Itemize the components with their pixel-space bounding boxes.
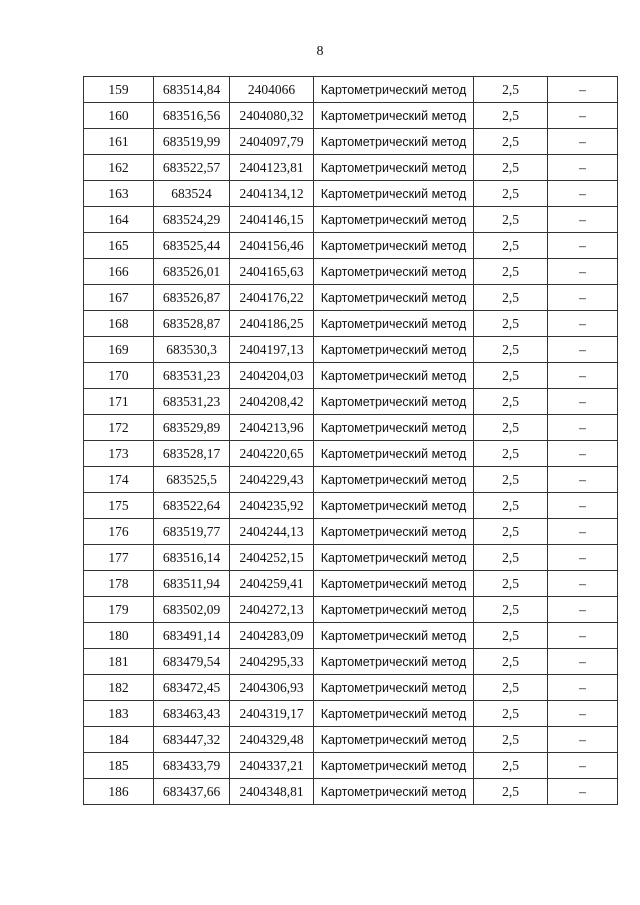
- point-number-cell: 177: [84, 545, 154, 571]
- y-coordinate-cell: 2404319,17: [230, 701, 314, 727]
- note-cell: –: [548, 467, 618, 493]
- point-number-cell: 171: [84, 389, 154, 415]
- accuracy-cell: 2,5: [474, 727, 548, 753]
- x-coordinate-cell: 683463,43: [154, 701, 230, 727]
- table-row: [84, 441, 618, 467]
- method-cell: Картометрический метод: [314, 675, 474, 701]
- y-coordinate-cell: 2404244,13: [230, 519, 314, 545]
- x-coordinate-cell: 683526,87: [154, 285, 230, 311]
- accuracy-cell: 2,5: [474, 415, 548, 441]
- table-row: [84, 571, 618, 597]
- point-number-cell: 163: [84, 181, 154, 207]
- point-number-cell: 174: [84, 467, 154, 493]
- y-coordinate-cell: 2404156,46: [230, 233, 314, 259]
- table-row: [84, 103, 618, 129]
- point-number-cell: 185: [84, 753, 154, 779]
- note-cell: –: [548, 545, 618, 571]
- table-row: [84, 779, 618, 805]
- method-cell: Картометрический метод: [314, 415, 474, 441]
- method-cell: Картометрический метод: [314, 727, 474, 753]
- accuracy-cell: 2,5: [474, 181, 548, 207]
- note-cell: –: [548, 285, 618, 311]
- y-coordinate-cell: 2404186,25: [230, 311, 314, 337]
- accuracy-cell: 2,5: [474, 545, 548, 571]
- method-cell: Картометрический метод: [314, 77, 474, 103]
- note-cell: –: [548, 155, 618, 181]
- x-coordinate-cell: 683447,32: [154, 727, 230, 753]
- accuracy-cell: 2,5: [474, 467, 548, 493]
- note-cell: –: [548, 701, 618, 727]
- accuracy-cell: 2,5: [474, 649, 548, 675]
- y-coordinate-cell: 2404283,09: [230, 623, 314, 649]
- table-row: [84, 467, 618, 493]
- table-row: [84, 155, 618, 181]
- point-number-cell: 165: [84, 233, 154, 259]
- accuracy-cell: 2,5: [474, 337, 548, 363]
- accuracy-cell: 2,5: [474, 259, 548, 285]
- note-cell: –: [548, 441, 618, 467]
- method-cell: Картометрический метод: [314, 649, 474, 675]
- point-number-cell: 172: [84, 415, 154, 441]
- note-cell: –: [548, 571, 618, 597]
- method-cell: Картометрический метод: [314, 181, 474, 207]
- point-number-cell: 184: [84, 727, 154, 753]
- note-cell: –: [548, 337, 618, 363]
- method-cell: Картометрический метод: [314, 103, 474, 129]
- accuracy-cell: 2,5: [474, 389, 548, 415]
- method-cell: Картометрический метод: [314, 623, 474, 649]
- method-cell: Картометрический метод: [314, 779, 474, 805]
- x-coordinate-cell: 683433,79: [154, 753, 230, 779]
- accuracy-cell: 2,5: [474, 623, 548, 649]
- table-row: [84, 415, 618, 441]
- table-row: [84, 753, 618, 779]
- x-coordinate-cell: 683531,23: [154, 389, 230, 415]
- accuracy-cell: 2,5: [474, 363, 548, 389]
- x-coordinate-cell: 683514,84: [154, 77, 230, 103]
- accuracy-cell: 2,5: [474, 155, 548, 181]
- accuracy-cell: 2,5: [474, 701, 548, 727]
- method-cell: Картометрический метод: [314, 597, 474, 623]
- x-coordinate-cell: 683502,09: [154, 597, 230, 623]
- point-number-cell: 160: [84, 103, 154, 129]
- point-number-cell: 167: [84, 285, 154, 311]
- note-cell: –: [548, 649, 618, 675]
- point-number-cell: 162: [84, 155, 154, 181]
- y-coordinate-cell: 2404176,22: [230, 285, 314, 311]
- accuracy-cell: 2,5: [474, 441, 548, 467]
- note-cell: –: [548, 207, 618, 233]
- table-row: [84, 129, 618, 155]
- accuracy-cell: 2,5: [474, 207, 548, 233]
- method-cell: Картометрический метод: [314, 389, 474, 415]
- note-cell: –: [548, 259, 618, 285]
- x-coordinate-cell: 683522,57: [154, 155, 230, 181]
- note-cell: –: [548, 389, 618, 415]
- table-row: [84, 311, 618, 337]
- y-coordinate-cell: 2404235,92: [230, 493, 314, 519]
- note-cell: –: [548, 727, 618, 753]
- method-cell: Картометрический метод: [314, 519, 474, 545]
- point-number-cell: 170: [84, 363, 154, 389]
- method-cell: Картометрический метод: [314, 285, 474, 311]
- x-coordinate-cell: 683528,17: [154, 441, 230, 467]
- method-cell: Картометрический метод: [314, 753, 474, 779]
- note-cell: –: [548, 363, 618, 389]
- table-row: [84, 649, 618, 675]
- table-row: [84, 363, 618, 389]
- point-number-cell: 180: [84, 623, 154, 649]
- point-number-cell: 169: [84, 337, 154, 363]
- point-number-cell: 173: [84, 441, 154, 467]
- accuracy-cell: 2,5: [474, 675, 548, 701]
- accuracy-cell: 2,5: [474, 129, 548, 155]
- accuracy-cell: 2,5: [474, 519, 548, 545]
- table-row: [84, 389, 618, 415]
- method-cell: Картометрический метод: [314, 233, 474, 259]
- table-row: [84, 233, 618, 259]
- x-coordinate-cell: 683525,5: [154, 467, 230, 493]
- point-number-cell: 175: [84, 493, 154, 519]
- method-cell: Картометрический метод: [314, 363, 474, 389]
- note-cell: –: [548, 493, 618, 519]
- coordinates-table: [83, 76, 618, 805]
- y-coordinate-cell: 2404066: [230, 77, 314, 103]
- table-row: [84, 675, 618, 701]
- y-coordinate-cell: 2404213,96: [230, 415, 314, 441]
- y-coordinate-cell: 2404097,79: [230, 129, 314, 155]
- x-coordinate-cell: 683525,44: [154, 233, 230, 259]
- method-cell: Картометрический метод: [314, 467, 474, 493]
- y-coordinate-cell: 2404123,81: [230, 155, 314, 181]
- note-cell: –: [548, 181, 618, 207]
- y-coordinate-cell: 2404197,13: [230, 337, 314, 363]
- accuracy-cell: 2,5: [474, 597, 548, 623]
- x-coordinate-cell: 683516,56: [154, 103, 230, 129]
- accuracy-cell: 2,5: [474, 285, 548, 311]
- y-coordinate-cell: 2404252,15: [230, 545, 314, 571]
- note-cell: –: [548, 311, 618, 337]
- note-cell: –: [548, 129, 618, 155]
- point-number-cell: 179: [84, 597, 154, 623]
- table-row: [84, 597, 618, 623]
- table-row: [84, 77, 618, 103]
- y-coordinate-cell: 2404329,48: [230, 727, 314, 753]
- y-coordinate-cell: 2404348,81: [230, 779, 314, 805]
- y-coordinate-cell: 2404306,93: [230, 675, 314, 701]
- x-coordinate-cell: 683491,14: [154, 623, 230, 649]
- note-cell: –: [548, 779, 618, 805]
- method-cell: Картометрический метод: [314, 493, 474, 519]
- table-row: [84, 285, 618, 311]
- x-coordinate-cell: 683472,45: [154, 675, 230, 701]
- point-number-cell: 168: [84, 311, 154, 337]
- point-number-cell: 186: [84, 779, 154, 805]
- table-row: [84, 181, 618, 207]
- y-coordinate-cell: 2404259,41: [230, 571, 314, 597]
- y-coordinate-cell: 2404208,42: [230, 389, 314, 415]
- note-cell: –: [548, 623, 618, 649]
- table-row: [84, 493, 618, 519]
- method-cell: Картометрический метод: [314, 545, 474, 571]
- note-cell: –: [548, 675, 618, 701]
- method-cell: Картометрический метод: [314, 259, 474, 285]
- coordinates-table-body: [84, 77, 618, 805]
- y-coordinate-cell: 2404272,13: [230, 597, 314, 623]
- x-coordinate-cell: 683528,87: [154, 311, 230, 337]
- method-cell: Картометрический метод: [314, 701, 474, 727]
- y-coordinate-cell: 2404165,63: [230, 259, 314, 285]
- x-coordinate-cell: 683479,54: [154, 649, 230, 675]
- accuracy-cell: 2,5: [474, 493, 548, 519]
- table-row: [84, 519, 618, 545]
- x-coordinate-cell: 683529,89: [154, 415, 230, 441]
- point-number-cell: 161: [84, 129, 154, 155]
- x-coordinate-cell: 683526,01: [154, 259, 230, 285]
- y-coordinate-cell: 2404229,43: [230, 467, 314, 493]
- table-row: [84, 727, 618, 753]
- point-number-cell: 183: [84, 701, 154, 727]
- table-row: [84, 545, 618, 571]
- accuracy-cell: 2,5: [474, 779, 548, 805]
- point-number-cell: 181: [84, 649, 154, 675]
- table-row: [84, 207, 618, 233]
- point-number-cell: 164: [84, 207, 154, 233]
- table-row: [84, 337, 618, 363]
- method-cell: Картометрический метод: [314, 441, 474, 467]
- method-cell: Картометрический метод: [314, 207, 474, 233]
- x-coordinate-cell: 683531,23: [154, 363, 230, 389]
- point-number-cell: 182: [84, 675, 154, 701]
- note-cell: –: [548, 103, 618, 129]
- method-cell: Картометрический метод: [314, 571, 474, 597]
- x-coordinate-cell: 683522,64: [154, 493, 230, 519]
- note-cell: –: [548, 77, 618, 103]
- y-coordinate-cell: 2404146,15: [230, 207, 314, 233]
- note-cell: –: [548, 233, 618, 259]
- note-cell: –: [548, 753, 618, 779]
- y-coordinate-cell: 2404220,65: [230, 441, 314, 467]
- x-coordinate-cell: 683530,3: [154, 337, 230, 363]
- point-number-cell: 178: [84, 571, 154, 597]
- y-coordinate-cell: 2404295,33: [230, 649, 314, 675]
- method-cell: Картометрический метод: [314, 311, 474, 337]
- y-coordinate-cell: 2404134,12: [230, 181, 314, 207]
- accuracy-cell: 2,5: [474, 571, 548, 597]
- method-cell: Картометрический метод: [314, 155, 474, 181]
- accuracy-cell: 2,5: [474, 311, 548, 337]
- table-row: [84, 701, 618, 727]
- note-cell: –: [548, 415, 618, 441]
- x-coordinate-cell: 683437,66: [154, 779, 230, 805]
- note-cell: –: [548, 597, 618, 623]
- accuracy-cell: 2,5: [474, 103, 548, 129]
- accuracy-cell: 2,5: [474, 77, 548, 103]
- x-coordinate-cell: 683511,94: [154, 571, 230, 597]
- y-coordinate-cell: 2404204,03: [230, 363, 314, 389]
- point-number-cell: 159: [84, 77, 154, 103]
- y-coordinate-cell: 2404337,21: [230, 753, 314, 779]
- point-number-cell: 176: [84, 519, 154, 545]
- method-cell: Картометрический метод: [314, 337, 474, 363]
- method-cell: Картометрический метод: [314, 129, 474, 155]
- x-coordinate-cell: 683519,77: [154, 519, 230, 545]
- x-coordinate-cell: 683516,14: [154, 545, 230, 571]
- accuracy-cell: 2,5: [474, 233, 548, 259]
- x-coordinate-cell: 683524,29: [154, 207, 230, 233]
- table-row: [84, 259, 618, 285]
- x-coordinate-cell: 683519,99: [154, 129, 230, 155]
- note-cell: –: [548, 519, 618, 545]
- x-coordinate-cell: 683524: [154, 181, 230, 207]
- page-number: 8: [316, 44, 324, 59]
- table-row: [84, 623, 618, 649]
- y-coordinate-cell: 2404080,32: [230, 103, 314, 129]
- accuracy-cell: 2,5: [474, 753, 548, 779]
- point-number-cell: 166: [84, 259, 154, 285]
